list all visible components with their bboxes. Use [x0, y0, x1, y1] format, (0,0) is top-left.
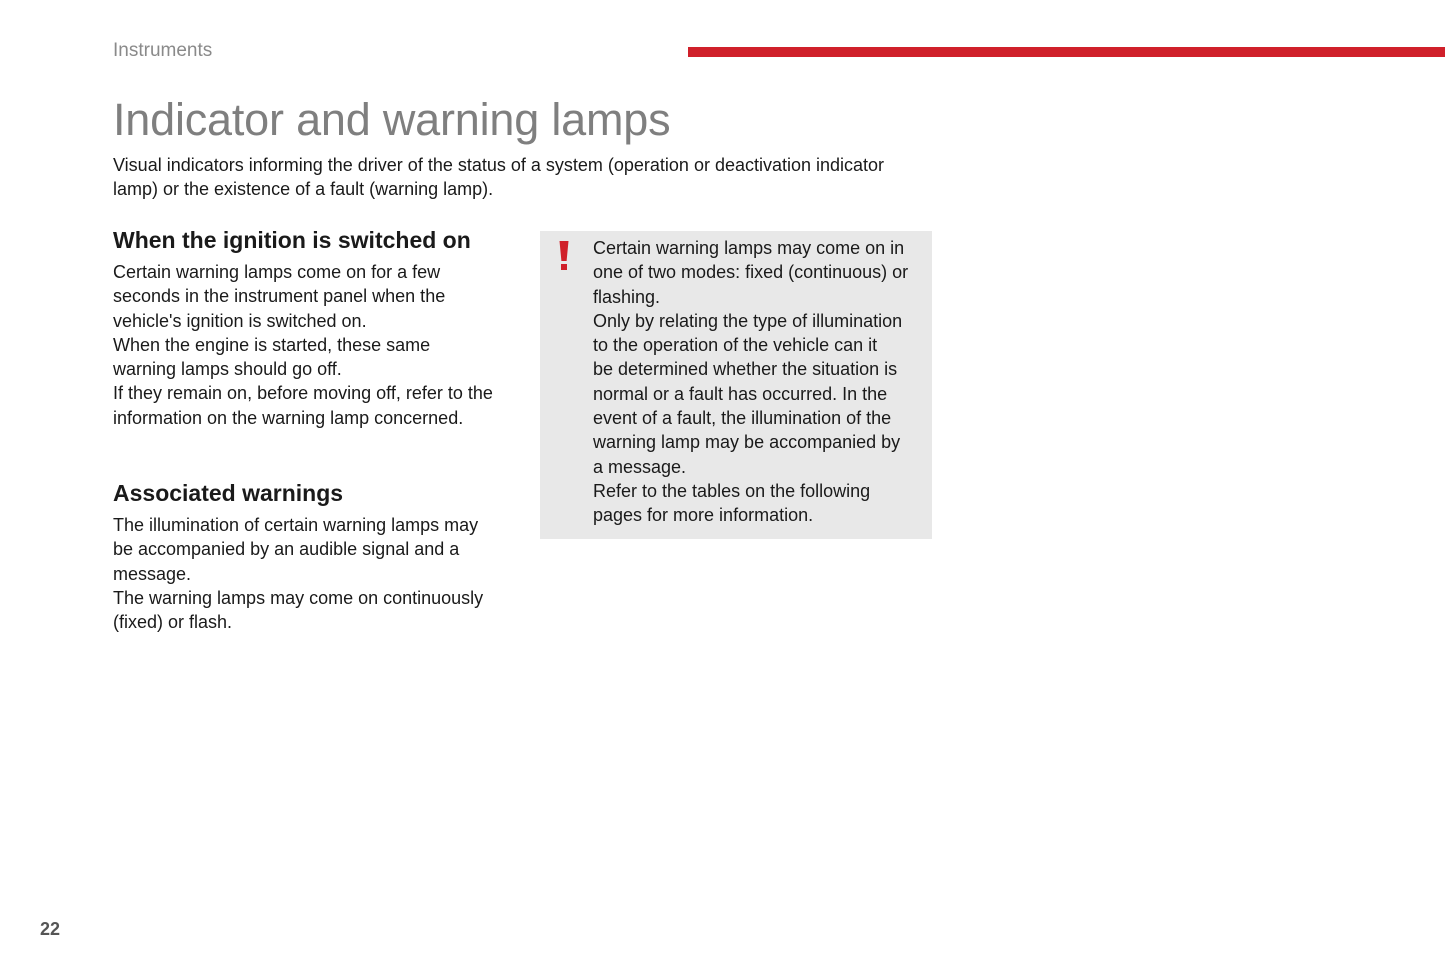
body-line: If they remain on, before moving off, refer to the — [113, 383, 493, 404]
notice-line: event of a fault, the illumination of the — [593, 408, 892, 429]
intro-paragraph — [113, 153, 923, 202]
body-line: (fixed) or flash. — [113, 612, 233, 633]
body-line: The warning lamps may come on continuously — [113, 587, 484, 608]
body-line: warning lamps should go off. — [113, 359, 342, 380]
body-line: be accompanied by an audible signal and a — [113, 539, 460, 560]
intro-line: lamp) or the existence of a fault (warning lamp). — [113, 179, 494, 200]
notice-line: to the operation of the vehicle can it — [593, 335, 878, 356]
notice-line: Refer to the tables on the following — [593, 480, 871, 501]
notice-box — [540, 231, 932, 539]
notice-line: pages for more information. — [593, 505, 814, 526]
body-line: When the engine is started, these same — [113, 334, 431, 355]
body-line: vehicle's ignition is switched on. — [113, 310, 367, 331]
notice-line: one of two modes: fixed (continuous) or — [593, 262, 909, 283]
page-title: Indicator and warning lamps — [113, 94, 671, 145]
notice-line: Certain warning lamps may come on in — [593, 238, 905, 258]
notice-line: normal or a fault has occurred. In the — [593, 383, 888, 404]
exclamation-icon — [558, 241, 570, 271]
notice-line: be determined whether the situation is — [593, 359, 898, 380]
page-number: 22 — [40, 919, 61, 939]
notice-line: warning lamp may be accompanied by — [593, 432, 901, 453]
body-line: message. — [113, 563, 192, 584]
ignition-heading: When the ignition is switched on — [113, 227, 471, 253]
notice-text — [593, 236, 928, 528]
associated-body — [113, 513, 518, 634]
header-accent-bar — [688, 47, 1445, 57]
body-line: Certain warning lamps come on for a few — [113, 262, 441, 282]
ignition-section — [113, 224, 518, 430]
section-label: Instruments — [113, 40, 213, 61]
associated-heading: Associated warnings — [113, 480, 344, 507]
body-line: seconds in the instrument panel when the — [113, 286, 446, 307]
ignition-body — [113, 260, 518, 430]
body-line: information on the warning lamp concerned. — [113, 407, 464, 428]
intro-line: Visual indicators informing the driver of the status of a system (operation or deactivation indicator — [113, 155, 885, 175]
associated-section — [113, 477, 518, 634]
notice-line: flashing. — [593, 286, 661, 307]
left-column — [113, 224, 518, 635]
notice-line: a message. — [593, 456, 687, 477]
body-line: The illumination of certain warning lamps may — [113, 515, 479, 536]
notice-line: Only by relating the type of illumination — [593, 310, 903, 331]
